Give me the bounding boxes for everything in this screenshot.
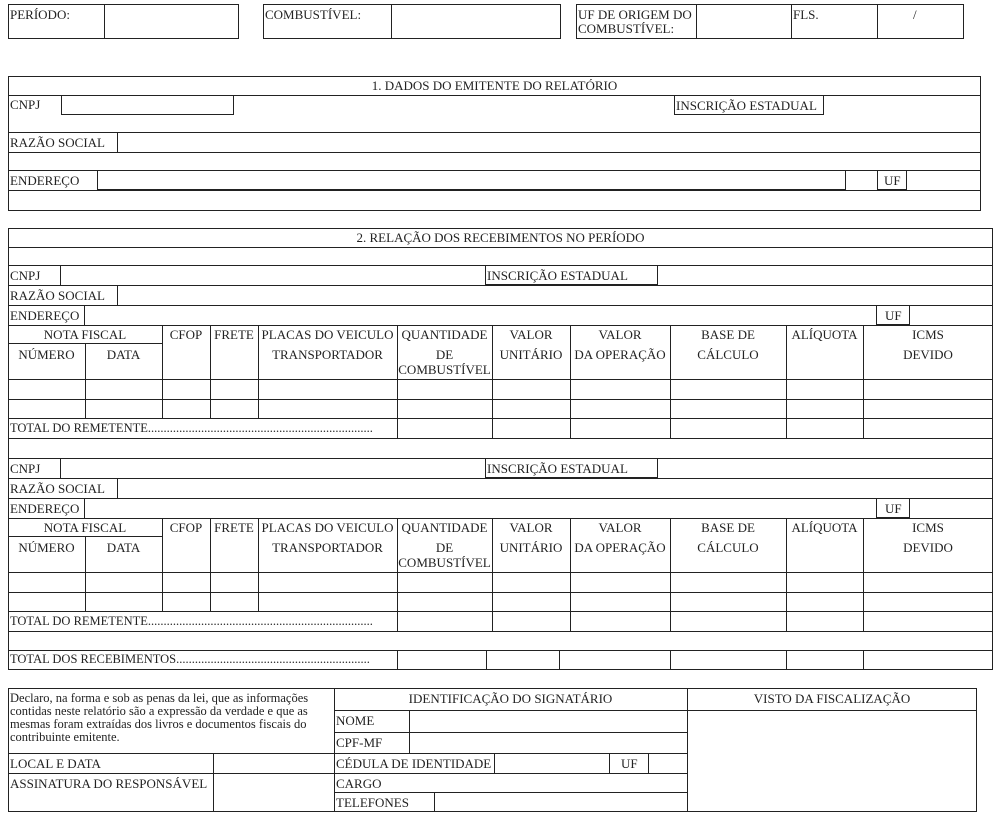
col-quantidade-line3: COMBUSTÍVEL	[398, 555, 491, 570]
nome-label: NOME	[336, 713, 375, 728]
divider	[8, 631, 993, 632]
s1-inscricao-label-box	[674, 95, 824, 115]
col-valor-unitario-line2: UNITÁRIO	[499, 347, 563, 362]
col-aliquota: ALÍQUOTA	[791, 327, 858, 342]
col-valor-operacao-line1: VALOR	[598, 327, 642, 342]
col-data: DATA	[106, 347, 141, 362]
total-remetente-label: TOTAL DO REMETENTE........................................................................	[10, 614, 373, 628]
cedula-label: CÉDULA DE IDENTIDADE	[336, 756, 492, 771]
nome-field[interactable]	[410, 711, 686, 731]
col-nota-fiscal: NOTA FISCAL	[43, 520, 127, 535]
col-numero: NÚMERO	[18, 347, 75, 362]
cpf-field[interactable]	[410, 733, 686, 752]
uf-origem-label-line2: COMBUSTÍVEL:	[578, 21, 675, 36]
total-remetente-label: TOTAL DO REMETENTE........................................................................	[10, 421, 373, 435]
divider	[609, 753, 610, 773]
divider	[8, 438, 993, 439]
visto-field[interactable]	[688, 711, 976, 811]
divider	[8, 650, 993, 651]
s2-inscricao-field[interactable]	[659, 266, 992, 284]
visto-title: VISTO DA FISCALIZAÇÃO	[753, 691, 911, 706]
divider	[8, 190, 981, 191]
divider	[8, 518, 993, 519]
col-base-calculo-line1: BASE DE	[701, 327, 755, 342]
col-placas-line1: PLACAS DO VEICULO	[261, 520, 394, 535]
col-numero: NÚMERO	[18, 540, 75, 555]
combustivel-label: COMBUSTÍVEL:	[265, 7, 362, 22]
col-icms-line2: DEVIDO	[903, 347, 953, 362]
col-valor-operacao-line2: DA OPERAÇÃO	[574, 347, 666, 362]
divider	[8, 247, 993, 248]
divider	[670, 650, 671, 670]
signatario-uf-label: UF	[621, 756, 638, 771]
col-quantidade-line2: DE	[435, 540, 454, 555]
col-base-calculo-line1: BASE DE	[701, 520, 755, 535]
s2-endereco-field[interactable]	[85, 306, 876, 324]
s1-uf-label: UF	[884, 173, 901, 188]
uf-origem-field[interactable]	[697, 5, 790, 38]
s2-razao-field[interactable]	[118, 479, 992, 497]
col-quantidade-line1: QUANTIDADE	[401, 327, 488, 342]
periodo-field[interactable]	[105, 5, 238, 38]
table-row[interactable]	[9, 593, 992, 610]
fls-separator: /	[913, 7, 917, 22]
local-data-field[interactable]	[214, 754, 333, 772]
cargo-field[interactable]	[335, 774, 686, 791]
col-cfop: CFOP	[169, 327, 203, 342]
assinatura-field[interactable]	[214, 774, 333, 811]
divider	[486, 650, 487, 670]
periodo-label: PERÍODO:	[10, 7, 70, 22]
col-icms-line1: ICMS	[912, 327, 944, 342]
s2-cnpj-label: CNPJ	[10, 461, 41, 476]
s2-inscricao-field[interactable]	[659, 459, 992, 477]
s2-uf-label: UF	[885, 501, 902, 516]
s1-inscricao-field[interactable]	[825, 96, 980, 114]
s1-cnpj-label: CNPJ	[10, 97, 41, 112]
divider	[8, 418, 993, 419]
s1-uf-field[interactable]	[908, 171, 980, 189]
section1-title: 1. DADOS DO EMITENTE DO RELATÓRIO	[371, 78, 618, 93]
section2-title: 2. RELAÇÃO DOS RECEBIMENTOS NO PERÍODO	[356, 230, 645, 245]
s2-razao-field[interactable]	[118, 286, 992, 304]
s1-endereco-label: ENDEREÇO	[10, 173, 80, 188]
s1-endereco-field[interactable]	[97, 170, 846, 190]
col-placas-line1: PLACAS DO VEICULO	[261, 327, 394, 342]
s1-razao-field[interactable]	[118, 133, 980, 151]
s2-cnpj-field[interactable]	[61, 459, 485, 477]
col-valor-operacao-line2: DA OPERAÇÃO	[574, 540, 666, 555]
col-data: DATA	[106, 540, 141, 555]
table-row[interactable]	[9, 400, 992, 417]
telefones-field[interactable]	[435, 793, 686, 811]
divider	[8, 611, 993, 612]
divider	[559, 650, 560, 670]
col-frete: FRETE	[214, 520, 254, 535]
signatario-uf-field[interactable]	[649, 754, 686, 772]
divider	[791, 4, 792, 39]
divider	[8, 325, 993, 326]
s2-cnpj-field[interactable]	[61, 266, 485, 284]
s2-uf-label: UF	[885, 308, 902, 323]
col-icms-line1: ICMS	[912, 520, 944, 535]
s2-uf-field[interactable]	[911, 306, 992, 324]
col-placas-line2: TRANSPORTADOR	[272, 347, 383, 362]
col-quantidade-line2: DE	[435, 347, 454, 362]
col-valor-operacao-line1: VALOR	[598, 520, 642, 535]
uf-origem-label-line1: UF DE ORIGEM DO	[578, 7, 692, 22]
s2-endereco-label: ENDEREÇO	[10, 308, 80, 323]
local-data-label: LOCAL E DATA	[10, 756, 101, 771]
fls-label: FLS.	[793, 7, 819, 22]
assinatura-label: ASSINATURA DO RESPONSÁVEL	[10, 776, 208, 791]
fls-field[interactable]	[878, 5, 963, 38]
signatario-title: IDENTIFICAÇÃO DO SIGNATÁRIO	[408, 691, 613, 706]
s2-inscricao-label: INSCRIÇÃO ESTADUAL	[487, 461, 628, 476]
col-nota-fiscal: NOTA FISCAL	[43, 327, 127, 342]
col-icms-line2: DEVIDO	[903, 540, 953, 555]
s1-cnpj-field[interactable]	[61, 95, 234, 115]
s1-inscricao-label: INSCRIÇÃO ESTADUAL	[676, 98, 817, 113]
divider	[786, 650, 787, 670]
divider	[8, 152, 981, 153]
col-placas-line2: TRANSPORTADOR	[272, 540, 383, 555]
col-valor-unitario-line1: VALOR	[509, 327, 553, 342]
col-base-calculo-line2: CÁLCULO	[697, 347, 759, 362]
s2-uf-field[interactable]	[911, 499, 992, 517]
cargo-label: CARGO	[336, 776, 382, 791]
telefones-label: TELEFONES	[336, 795, 409, 810]
col-cfop: CFOP	[169, 520, 203, 535]
col-frete: FRETE	[214, 327, 254, 342]
s2-endereco-label: ENDEREÇO	[10, 501, 80, 516]
col-base-calculo-line2: CÁLCULO	[697, 540, 759, 555]
combustivel-field[interactable]	[392, 5, 560, 38]
declaration-text: Declaro, na forma e sob as penas da lei, que as informações contidas neste relatório são a expressão da verdade e que as mesmas foram extraídas dos livros e documentos fiscais do contribuinte emitente.	[10, 691, 309, 744]
s2-razao-label: RAZÃO SOCIAL	[10, 481, 105, 496]
s1-razao-label: RAZÃO SOCIAL	[10, 135, 105, 150]
divider	[863, 650, 864, 670]
col-valor-unitario-line2: UNITÁRIO	[499, 540, 563, 555]
total-recebimentos-label: TOTAL DOS RECEBIMENTOS..............................................................	[10, 652, 370, 666]
col-aliquota: ALÍQUOTA	[791, 520, 858, 535]
s2-cnpj-label: CNPJ	[10, 268, 41, 283]
col-valor-unitario-line1: VALOR	[509, 520, 553, 535]
col-quantidade-line1: QUANTIDADE	[401, 520, 488, 535]
divider	[397, 650, 398, 670]
s2-inscricao-label: INSCRIÇÃO ESTADUAL	[487, 268, 628, 283]
divider	[334, 688, 335, 812]
cpf-label: CPF-MF	[336, 735, 383, 750]
table-row[interactable]	[9, 573, 992, 591]
s2-razao-label: RAZÃO SOCIAL	[10, 288, 105, 303]
s2-endereco-field[interactable]	[85, 499, 876, 517]
cedula-field[interactable]	[495, 754, 608, 772]
table-row[interactable]	[9, 380, 992, 398]
col-quantidade-line3: COMBUSTÍVEL	[398, 362, 491, 377]
